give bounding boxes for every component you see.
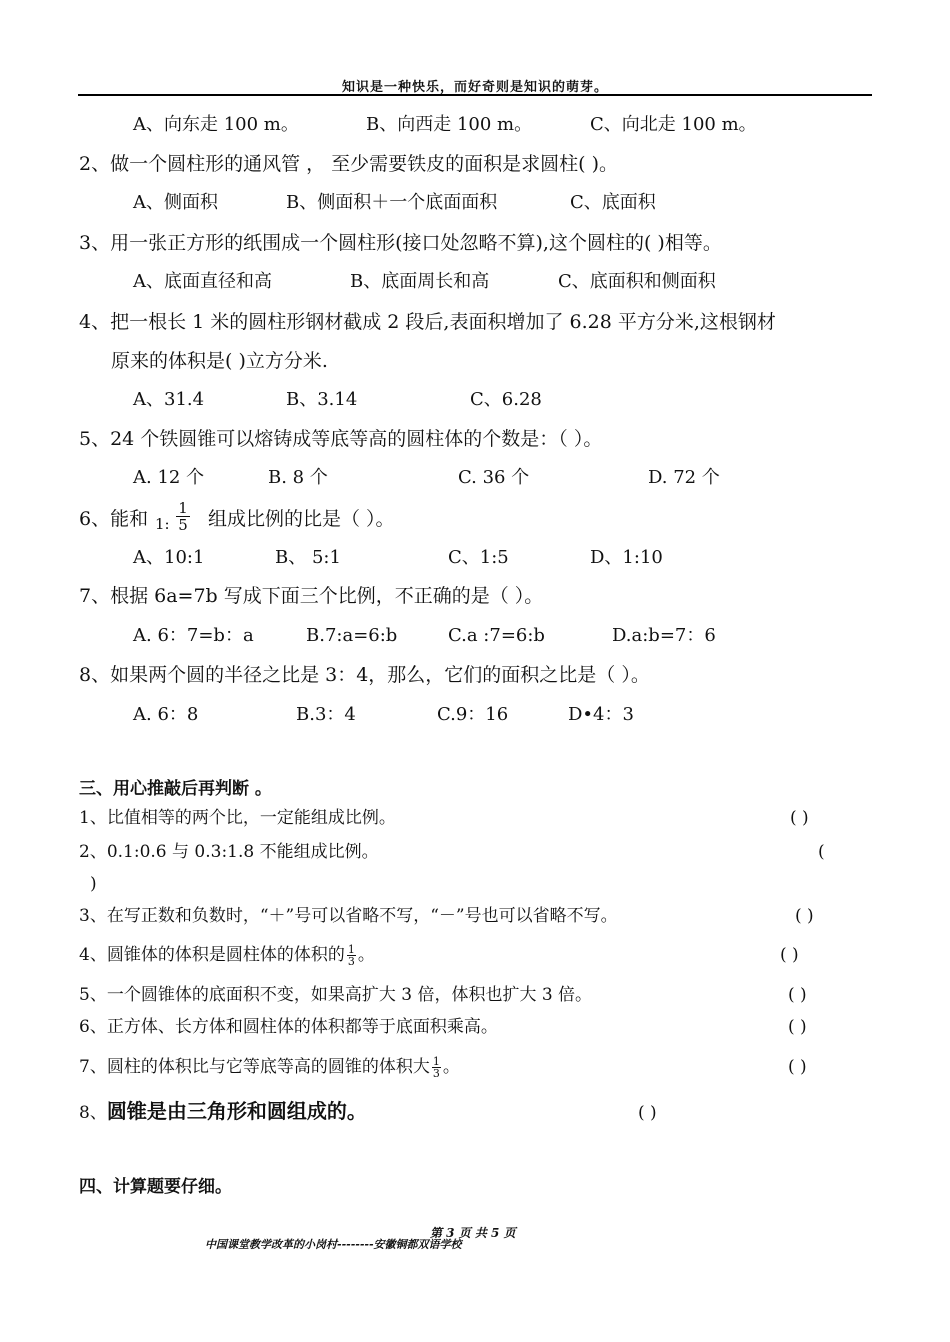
q6-prefix: 6、能和 (79, 508, 149, 530)
judge-item-4-frac-den: 3 (347, 955, 355, 968)
q7-option-c: C.a :7=6:b (448, 625, 545, 646)
judge-item-7-tail: 。 (442, 1057, 460, 1077)
q8-option-c: C.9：16 (437, 704, 509, 725)
q6-fraction-num: 1 (176, 500, 190, 517)
q5-option-d: D. 72 个 (648, 467, 720, 488)
judge-paren-7[interactable]: ( ) (788, 1057, 807, 1077)
q3-option-c: C、底面积和侧面积 (558, 271, 716, 292)
q4-option-b: B、3.14 (286, 389, 358, 410)
q4-option-c: C、6.28 (470, 389, 542, 410)
q2-option-b: B、侧面积＋一个底面面积 (286, 192, 498, 213)
judge-paren-3[interactable]: ( ) (795, 906, 814, 926)
judge-item-7-frac-den: 3 (432, 1067, 440, 1080)
q7-option-a: A. 6：7=b：a (133, 625, 254, 646)
judge-item-8 (79, 1099, 367, 1125)
q6-option-a: A、10:1 (133, 547, 205, 568)
q1-option-b: B、向西走 100 m。 (366, 114, 533, 135)
judge-paren-2-open[interactable]: ( (818, 842, 825, 862)
header-motto: 知识是一种快乐，而好奇则是知识的萌芽。 (341, 80, 608, 95)
judge-item-8-text: 圆锥是由三角形和圆组成的。 (106, 1099, 367, 1123)
judge-item-4-text: 4、圆锥体的体积是圆柱体的体积的 (79, 945, 345, 965)
q4-text-line1: 4、把一根长 1 米的圆柱形钢材截成 2 段后,表面积增加了 6.28 平方分米,这根钢材 (79, 311, 776, 333)
q7-option-b: B.7:a=6:b (306, 625, 398, 646)
judge-item-2: 2、0.1:0.6 与 0.3:1.8 不能组成比例。 (79, 842, 379, 862)
q3-option-b: B、底面周长和高 (350, 271, 490, 292)
judge-paren-5[interactable]: ( ) (788, 985, 807, 1005)
q2-text: 2、做一个圆柱形的通风管 ， 至少需要铁皮的面积是求圆柱( )。 (79, 153, 619, 175)
q5-text: 5、24 个铁圆锥可以熔铸成等底等高的圆柱体的个数是：（ ）。 (79, 428, 603, 450)
q7-option-d: D.a:b=7：6 (612, 625, 716, 646)
judge-item-6: 6、正方体、长方体和圆柱体的体积都等于底面积乘高。 (79, 1017, 498, 1037)
q6-option-d: D、1:10 (590, 547, 663, 568)
q6-fraction (176, 500, 190, 533)
judge-item-7-frac-num: 1 (432, 1055, 440, 1068)
q5-option-c: C. 36 个 (458, 467, 530, 488)
judge-item-7 (79, 1055, 460, 1079)
q4-option-a: A、31.4 (133, 389, 205, 410)
judge-item-4-tail: 。 (357, 945, 375, 965)
q3-text: 3、用一张正方形的纸围成一个圆柱形(接口处忽略不算),这个圆柱的( )相等。 (79, 232, 722, 254)
judge-item-4-frac-num: 1 (347, 943, 355, 956)
q7-text: 7、根据 6a=7b 写成下面三个比例，不正确的是（ ）。 (79, 585, 544, 607)
q8-option-a: A. 6：8 (133, 704, 199, 725)
judge-item-3: 3、在写正数和负数时，“＋”号可以省略不写，“－”号也可以省略不写。 (79, 906, 618, 926)
q4-text-line2: 原来的体积是( )立方分米. (111, 350, 328, 372)
judge-item-4 (79, 943, 375, 967)
footer-school: 中国课堂教学改革的小岗村--------安徽铜都双语学校 (205, 1238, 462, 1251)
judge-paren-8[interactable]: ( ) (638, 1103, 657, 1123)
judge-paren-2-close[interactable]: ) (90, 874, 97, 894)
judge-item-4-fraction (347, 944, 356, 967)
judge-item-1: 1、比值相等的两个比，一定能组成比例。 (79, 808, 396, 828)
q8-text: 8、如果两个圆的半径之比是 3：4，那么，它们的面积之比是（ ）。 (79, 664, 650, 686)
q2-option-c: C、底面积 (570, 192, 656, 213)
q1-option-a: A、向东走 100 m。 (133, 114, 299, 135)
section3-title: 三、用心推敲后再判断 。 (79, 779, 272, 799)
judge-item-5: 5、一个圆锥体的底面积不变，如果高扩大 3 倍，体积也扩大 3 倍。 (79, 985, 593, 1005)
q3-option-a: A、底面直径和高 (133, 271, 272, 292)
header-rule (78, 94, 872, 96)
q5-option-b: B. 8 个 (268, 467, 328, 488)
judge-paren-6[interactable]: ( ) (788, 1017, 807, 1037)
judge-item-7-text: 7、圆柱的体积比与它等底等高的圆锥的体积大 (79, 1057, 430, 1077)
judge-item-8-num: 8、 (79, 1103, 107, 1123)
q8-option-b: B.3：4 (296, 704, 356, 725)
section4-title: 四、计算题要仔细。 (79, 1177, 232, 1197)
q1-option-c: C、向北走 100 m。 (590, 114, 757, 135)
q5-option-a: A. 12 个 (133, 467, 205, 488)
q8-option-d: D•4：3 (568, 704, 634, 725)
q6-fraction-den: 5 (178, 516, 188, 534)
q6-option-b: B、 5:1 (275, 547, 341, 568)
q6-suffix: 组成比例的比是（ ）。 (208, 508, 395, 530)
judge-paren-4[interactable]: ( ) (780, 945, 799, 965)
footer-page-number: 第 3 页 共 5 页 (430, 1226, 516, 1240)
q6-option-c: C、1:5 (448, 547, 509, 568)
judge-paren-1[interactable]: ( ) (790, 808, 809, 828)
q6-ratio-lead: 1: (155, 515, 170, 533)
judge-item-7-fraction (432, 1056, 441, 1079)
q2-option-a: A、侧面积 (133, 192, 218, 213)
